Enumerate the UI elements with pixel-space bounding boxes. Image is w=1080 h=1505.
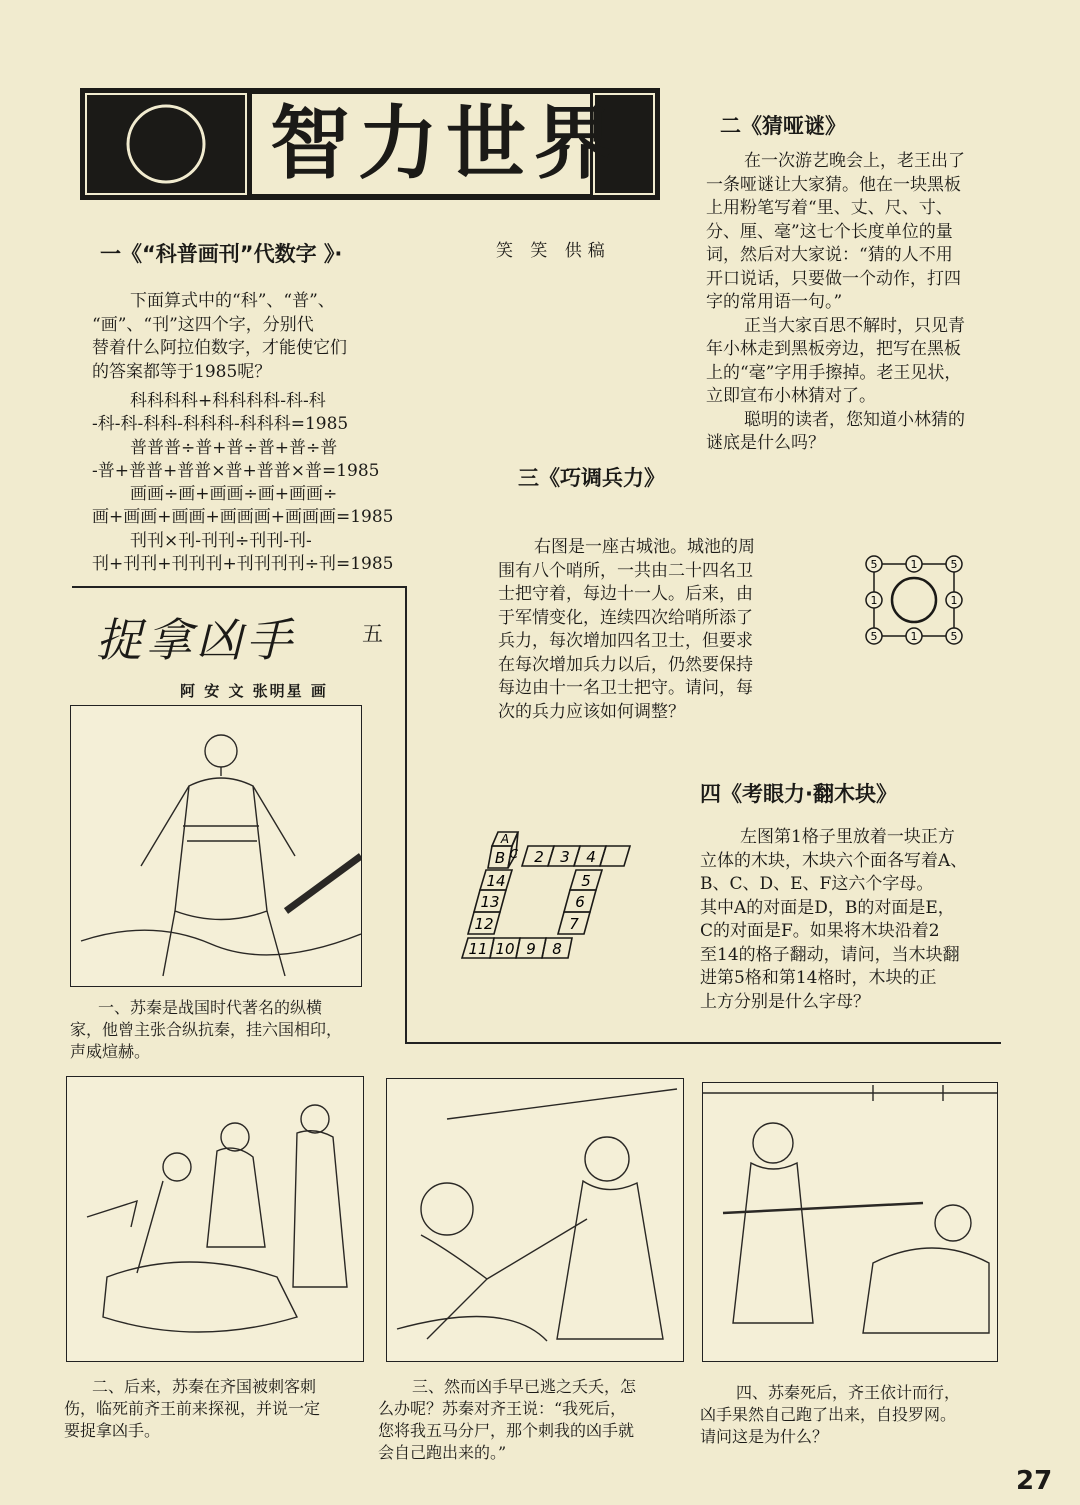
body-line: 立即宣布小林猜对了。 [706,386,876,406]
caption-line: 您将我五马分尸，那个刺我的凶手就 [378,1421,635,1440]
section3-heading: 三《巧调兵力》 [518,466,665,490]
body-line: 分、厘、毫”这七个长度单位的量 [706,221,953,242]
comic-panel-4 [702,1082,998,1362]
body-line: 立体的木块，木块六个面各写着A、 [700,850,968,871]
grid-cell: 13 [480,893,500,911]
body-line: 兵力，每次增加四名卫士，但要求 [498,631,753,651]
intro-line: “画”、“刊”这四个字，分别代 [92,314,314,335]
divider [405,586,407,1042]
post-value: 1 [910,630,918,643]
caption-line: 凶手果然自己跑了出来，自投罗网。 [700,1405,957,1424]
divider [405,1042,1001,1044]
caption-line: 家，他曾主张合纵抗秦，挂六国相印， [70,1020,343,1039]
caption-line: 一、苏秦是战国时代著名的纵横 [98,998,323,1017]
cube-grid [412,818,638,968]
caption-line: 四、苏秦死后，齐王依计而行， [736,1383,961,1402]
post-value: 1 [910,558,918,571]
equations [92,390,393,576]
body-line: 正当大家百思不解时，只见青 [744,315,965,336]
body-line: 进第5格和第14格时，木块的正 [700,968,937,988]
comic-caption-2 [64,1376,374,1442]
body-line: 一条哑谜让大家猜。他在一块黑板 [706,174,961,195]
comic-caption-4 [700,1382,1010,1448]
grid-cell: 2 [534,848,544,866]
grid-cell: 11 [468,940,488,958]
comic-caption-1 [70,997,370,1063]
comic-episode: 五 [362,622,383,646]
post-value: 1 [950,594,958,607]
body-line: 其中A的对面是D，B的对面是E， [700,897,955,918]
intro-line: 的答案都等于1985呢？ [92,361,272,382]
body-line: 在一次游艺晚会上，老王出了 [744,151,965,171]
post-value: 5 [870,558,878,571]
equation-line: -普+普普+普普×普+普普×普=1985 [92,460,380,481]
section3-body [498,536,788,724]
caption-line: 会自己跑出来的。” [378,1443,507,1462]
section1-author: 笑 笑 供稿 [496,241,611,261]
cube-face-b: B [494,849,506,867]
post-value: 5 [870,630,878,643]
panel-illustration [71,706,361,986]
caption-line: 么办呢？苏秦对齐王说：“我死后， [378,1399,627,1418]
grid-cell: 6 [575,893,585,911]
grid-cell: 8 [552,940,562,958]
equation-line: -科-科-科科-科科科-科科科=1985 [92,414,349,435]
panel-illustration [67,1077,363,1361]
section1-heading: 一《“科普画刊”代数字 》· [100,242,343,266]
body-line: C的对面是F。如果将木块沿着2 [700,921,940,941]
body-line: 上的“毫”字用手擦掉。老王见状， [706,362,962,383]
section4-body [700,826,1000,1014]
grid-cell: 3 [560,848,570,866]
body-line: 士把守着，每边十一人。后来，由 [498,584,753,604]
comic-panel-1 [70,705,362,987]
body-line: 每边由十一名卫士把守。请问，每 [498,678,753,698]
post-value: 5 [950,630,958,643]
grid-cell: 5 [581,872,591,890]
post-value: 1 [870,594,878,607]
cube-face-c: C [509,847,519,861]
body-line: 于军情变化，连续四次给哨所添了 [498,607,753,628]
body-line: 年小林走到黑板旁边，把写在黑板 [706,339,961,359]
banner-title: 智力世界 [270,97,622,190]
divider [72,586,406,588]
intro-line: 替着什么阿拉伯数字，才能使它们 [92,338,347,358]
caption-line: 伤，临死前齐王前来探视，并说一定 [64,1399,321,1418]
page-number: 27 [1016,1466,1053,1496]
body-line: 词，然后对大家说：“猜的人不用 [706,245,953,265]
grid-cell: 12 [474,915,494,933]
comic-caption-3 [378,1376,688,1464]
intro-line: 下面算式中的“科”、“普”、 [130,291,335,311]
caption-line: 声威煊赫。 [70,1042,151,1061]
grid-cell: 10 [495,940,515,958]
grid-cell: 14 [486,872,506,890]
post-value: 5 [950,558,958,571]
caption-line: 要捉拿凶手。 [64,1421,161,1440]
section1-intro [92,290,392,384]
section2-body [706,150,1006,456]
body-line: 右图是一座古城池。城池的周 [534,537,755,557]
comic-title: 捉拿凶手 [96,613,296,667]
caption-line: 请问这是为什么？ [700,1427,829,1446]
panel-illustration [387,1079,683,1361]
body-line: 在每次增加兵力以后，仍然要保持 [498,654,753,675]
body-line: 次的兵力应该如何调整？ [498,701,685,722]
grid-cell: 9 [526,940,536,958]
comic-panel-2 [66,1076,364,1362]
equation-line: 科科科科+科科科科-科-科 [130,391,326,411]
comic-panel-3 [386,1078,684,1362]
caption-line: 二、后来，苏秦在齐国被刺客刺 [92,1377,317,1396]
body-line: 字的常用语一句。” [706,292,843,312]
comic-credits: 阿 安 文 张明星 画 [180,682,328,700]
equation-line: 普普普÷普+普÷普+普÷普 [130,437,338,458]
body-line: 开口说话，只要做一个动作，打四 [706,268,961,289]
section4-heading: 四《考眼力·翻木块》 [700,782,897,806]
body-line: 谜底是什么吗？ [706,433,825,453]
body-line: 左图第1格子里放着一块正方 [740,827,955,847]
cube-face-a: A [500,832,510,846]
body-line: 围有八个哨所，一共由二十四名卫 [498,560,753,581]
castle-diagram [858,552,970,648]
equation-line: 刊+刊刊+刊刊刊+刊刊刊刊÷刊=1985 [92,554,394,575]
equation-line: 刊刊×刊-刊刊÷刊刊-刊- [130,530,312,551]
grid-cell: 4 [586,848,596,866]
body-line: 上用粉笔写着“里、丈、尺、寸、 [706,198,953,218]
section2-heading: 二《猜哑谜》 [720,114,846,138]
body-line: 聪明的读者，您知道小林猜的 [744,409,965,430]
body-line: B、C、D、E、F这六个字母。 [700,874,934,894]
body-line: 上方分别是什么字母？ [700,991,870,1012]
equation-line: 画+画画+画画+画画画+画画画=1985 [92,507,394,528]
title-banner [80,88,660,200]
body-line: 至14的格子翻动，请问，当木块翻 [700,944,960,965]
caption-line: 三、然而凶手早已逃之夭夭，怎 [412,1377,637,1396]
equation-line: 画画÷画+画画÷画+画画÷ [130,484,338,505]
panel-illustration [703,1083,997,1361]
grid-cell: 7 [569,915,579,933]
